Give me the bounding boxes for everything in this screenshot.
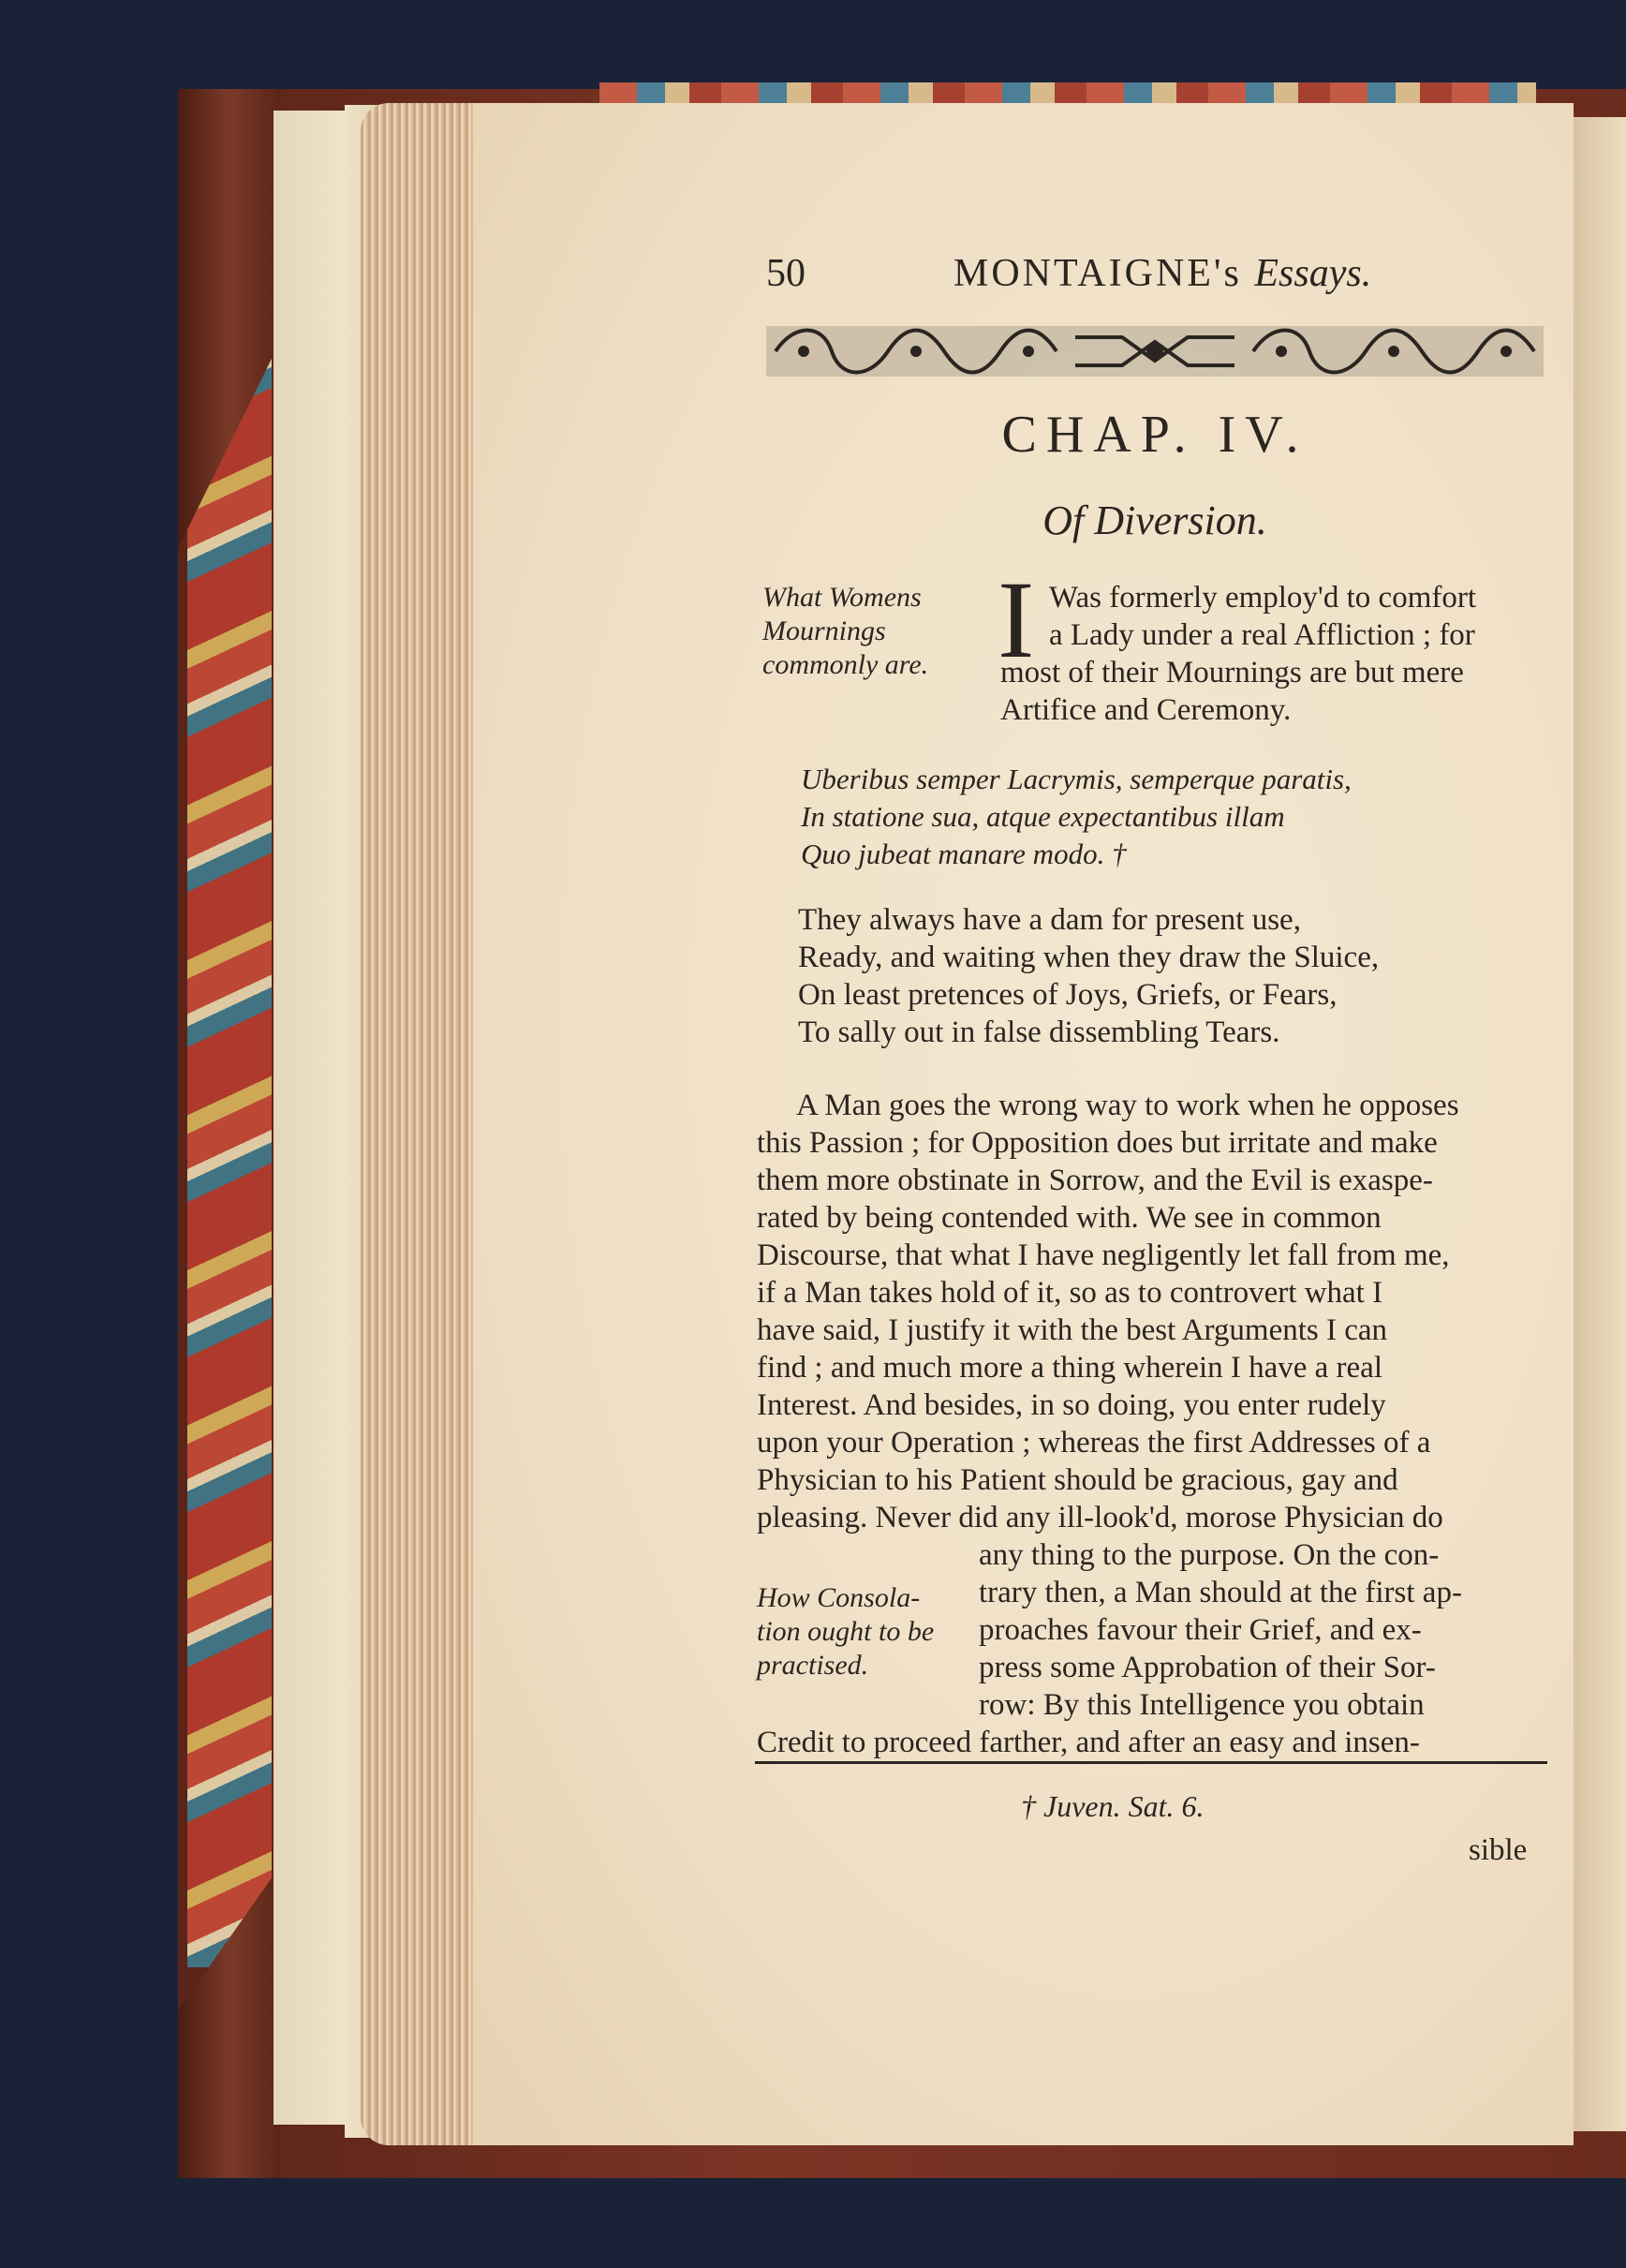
footnote-rule (755, 1761, 1547, 1764)
text-line: rated by being contended with. We see in common (757, 1201, 1382, 1235)
text-line: A Man goes the wrong way to work when he opposes (796, 1089, 1459, 1122)
text-line: Artifice and Ceremony. (1000, 693, 1292, 727)
text-line: this Passion ; for Opposition does but irritate and make (757, 1126, 1438, 1160)
text-line: trary then, a Man should at the first ap- (979, 1576, 1462, 1609)
endpaper (273, 111, 348, 2125)
text-line: Credit to proceed farther, and after an easy and insen- (757, 1726, 1420, 1759)
running-title-italic: Essays. (1254, 252, 1372, 295)
page-number: 50 (766, 252, 806, 295)
catchword: sible (1469, 1833, 1528, 1867)
facing-page-edge (1574, 117, 1626, 2131)
text-line: Interest. And besides, in so doing, you enter rudely (757, 1388, 1386, 1422)
text-line: proaches favour their Grief, and ex- (979, 1613, 1422, 1647)
running-title (953, 251, 1371, 296)
chapter-title: CHAP. IV. (1001, 406, 1308, 464)
latin-verse-line: Quo jubeat manare modo. † (801, 838, 1127, 870)
running-title-caps: MONTAIGNE's (953, 252, 1242, 295)
margin-note-line: Mournings (762, 615, 886, 646)
headpiece-ornament (766, 319, 1544, 384)
text-line: have said, I justify it with the best Arguments I can (757, 1313, 1388, 1347)
margin-note-2 (757, 1581, 934, 1682)
english-verse-line: To sally out in false dissembling Tears. (798, 1015, 1280, 1049)
english-verse-line: Ready, and waiting when they draw the Sluice, (798, 941, 1380, 974)
text-line: upon your Operation ; whereas the first Addresses of a (757, 1426, 1431, 1460)
text-line: find ; and much more a thing wherein I have a real (757, 1351, 1382, 1385)
text-line: pleasing. Never did any ill-look'd, morose Physician do (757, 1501, 1443, 1534)
text-line: Physician to his Patient should be gracious, gay and (757, 1463, 1398, 1497)
margin-note-line: practised. (757, 1650, 869, 1681)
text-line: if a Man takes hold of it, so as to controvert what I (757, 1276, 1383, 1310)
text-line: Was formerly employ'd to comfort (1049, 581, 1477, 615)
margin-note-line: commonly are. (762, 649, 929, 680)
text-line: Discourse, that what I have negligently let fall from me, (757, 1238, 1450, 1272)
margin-note-line: tion ought to be (757, 1616, 935, 1647)
running-head (766, 251, 1544, 307)
english-verse-line: On least pretences of Joys, Griefs, or Fears, (798, 978, 1338, 1012)
margin-note-line: What Womens (762, 582, 922, 613)
text-line: a Lady under a real Affliction ; for (1049, 618, 1475, 652)
chapter-subtitle: Of Diversion. (1042, 497, 1267, 543)
drop-cap: I (998, 558, 1035, 681)
latin-verse-line: In statione sua, atque expectantibus illam (801, 800, 1285, 833)
margin-note-1 (762, 581, 928, 682)
footnote: † Juven. Sat. 6. (1021, 1789, 1205, 1823)
latin-verse-line: Uberibus semper Lacrymis, semperque paratis, (801, 763, 1352, 795)
page-edges (361, 103, 478, 2145)
text-line: them more obstinate in Sorrow, and the Evil is exaspe- (757, 1164, 1433, 1197)
text-line: row: By this Intelligence you obtain (979, 1688, 1425, 1722)
margin-note-line: How Consola- (757, 1582, 921, 1613)
text-line: press some Approbation of their Sor- (979, 1651, 1436, 1684)
text-line: most of their Mournings are but mere (1000, 656, 1464, 689)
english-verse-line: They always have a dam for present use, (798, 903, 1301, 937)
text-line: any thing to the purpose. On the con- (979, 1538, 1440, 1572)
